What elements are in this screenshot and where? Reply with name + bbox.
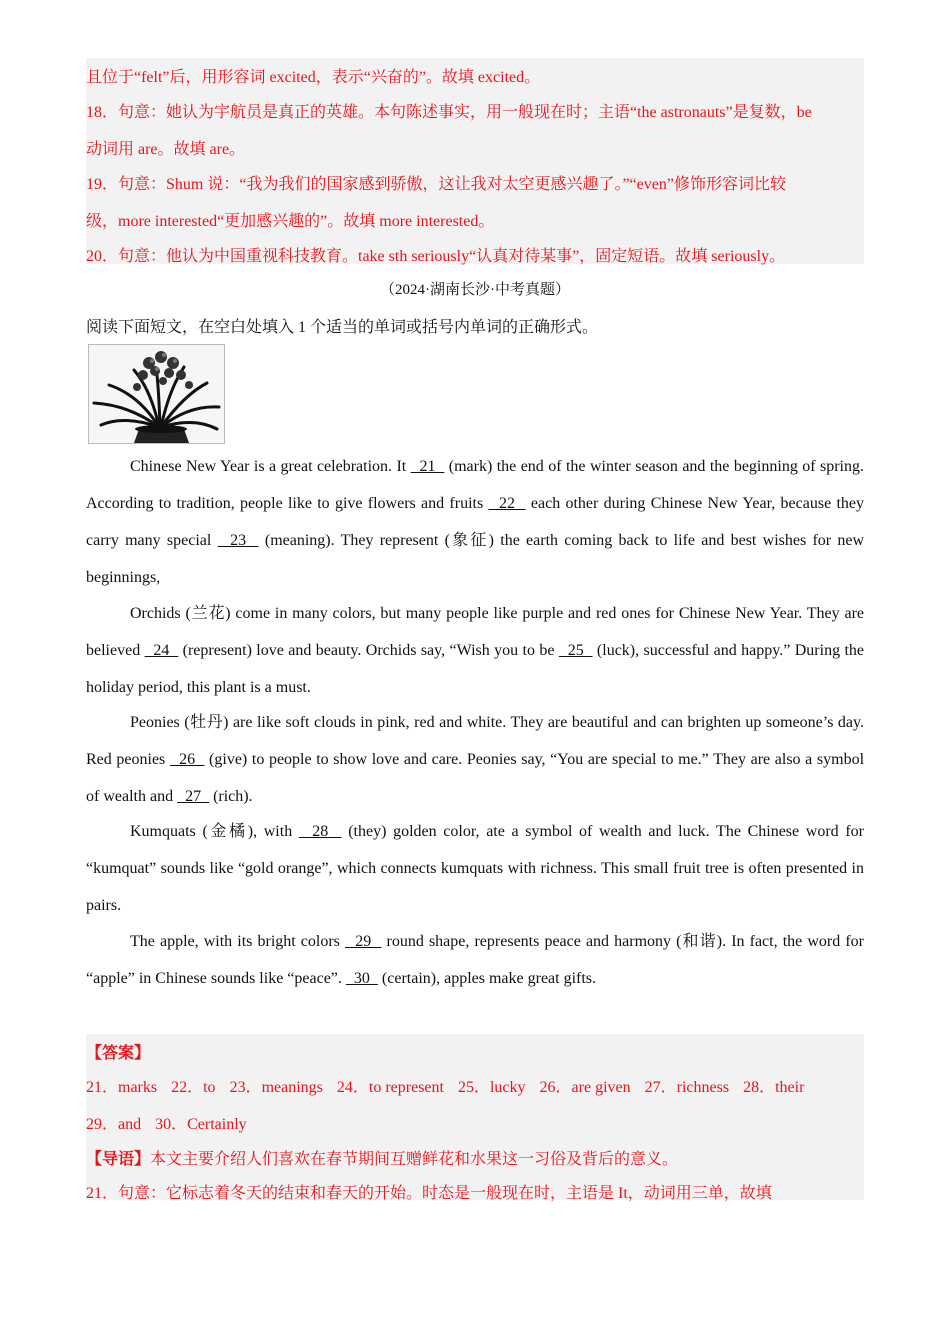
passage-text: round shape, represents peace and harmony (和谐). In fact, the word for “apple” in Chinese sounds like “peace”. bbox=[86, 933, 864, 987]
passage-text: (luck), successful and happy.” During the holiday period, this plant is a must. bbox=[86, 642, 865, 696]
answer-item: 23．meanings bbox=[229, 1079, 323, 1096]
answer-item: 26．are given bbox=[539, 1079, 631, 1096]
blank-27: 27 bbox=[177, 788, 210, 805]
guide-label: 【导语】 bbox=[86, 1151, 151, 1168]
answer-item: 21．marks bbox=[86, 1079, 158, 1096]
orchid-plant-image bbox=[88, 344, 225, 444]
source-label: （2024·湖南长沙·中考真题） bbox=[380, 282, 570, 298]
answer-block bbox=[86, 1034, 864, 1200]
explanation-line: 级，more interested“更加感兴趣的”。故填 more interested。 bbox=[86, 213, 495, 230]
passage-text: (give) to people to show love and care. Peonies say, “You are special to me.” They are also a symbol of wealth and bbox=[86, 751, 865, 805]
passage-text: Chinese New Year is a great celebration. It bbox=[130, 458, 411, 475]
blank-25: 25 bbox=[558, 642, 593, 659]
paragraph-1 bbox=[86, 448, 864, 596]
passage-text: (certain), apples make great gifts. bbox=[377, 970, 597, 987]
passage-text: (meaning). They represent (象征) the earth coming back to life and best wishes for new beginnings, bbox=[86, 532, 865, 586]
top-explanation-block bbox=[86, 58, 864, 264]
blank-29: 29 bbox=[345, 933, 382, 950]
explanation-line: 且位于“felt”后，用形容词 excited，表示“兴奋的”。故填 excited。 bbox=[86, 69, 541, 86]
explanation-line: 20．句意：他认为中国重视科技教育。take sth seriously“认真对待某事”，固定短语。故填 seriously。 bbox=[86, 248, 786, 265]
explanation-line: 19．句意：Shum 说：“我为我们的国家感到骄傲，这让我对太空更感兴趣了。”“even”修饰形容词比较 bbox=[86, 176, 786, 193]
passage-text: Kumquats (金橘), with bbox=[130, 823, 299, 840]
passage-text: each other during Chinese New Year, because they carry many special bbox=[86, 495, 865, 549]
answer-item: 30．Certainly bbox=[155, 1116, 247, 1133]
paragraph-5 bbox=[86, 923, 864, 997]
answers-row-1 bbox=[86, 1074, 818, 1097]
explanation-line: 18．句意：她认为宇航员是真正的英雄。本句陈述事实，用一般现在时；主语“the astronauts”是复数，be bbox=[86, 104, 812, 121]
answer-item: 22．to bbox=[171, 1079, 216, 1096]
blank-30: 30 bbox=[345, 970, 378, 987]
instruction-text: 阅读下面短文，在空白处填入 1 个适当的单词或括号内单词的正确形式。 bbox=[86, 319, 599, 336]
answer-item: 28．their bbox=[743, 1079, 805, 1096]
guide-line bbox=[86, 1146, 678, 1169]
passage-text: (represent) love and beauty. Orchids say, “Wish you to be bbox=[178, 642, 559, 659]
explanation-21: 21．句意：它标志着冬天的结束和春天的开始。时态是一般现在时，主语是 It，动词用三单，故填 bbox=[86, 1185, 772, 1202]
guide-text: 本文主要介绍人们喜欢在春节期间互赠鲜花和水果这一习俗及背后的意义。 bbox=[150, 1151, 679, 1168]
blank-26: 26 bbox=[169, 751, 205, 768]
paragraph-3 bbox=[86, 704, 864, 815]
answer-item: 27．richness bbox=[644, 1079, 730, 1096]
blank-24: 24 bbox=[144, 642, 179, 659]
blank-22: 22 bbox=[488, 495, 526, 512]
blank-23: 23 bbox=[217, 532, 259, 549]
answer-item: 24．to represent bbox=[336, 1079, 444, 1096]
blank-21: 21 bbox=[410, 458, 445, 475]
answers-row-2 bbox=[86, 1111, 261, 1134]
passage-text: (they) golden color, ate a symbol of wealth and luck. The Chinese word for “kumquat” sounds like “gold orange”, which connects kumquats with richness. This small fruit tree is often presented in pairs. bbox=[86, 823, 865, 914]
answer-label: 【答案】 bbox=[86, 1045, 151, 1062]
passage-text: (mark) the end of the winter season and the beginning of spring. According to tradition, people like to give flowers and fruits bbox=[86, 458, 864, 512]
passage-text: The apple, with its bright colors bbox=[130, 933, 346, 950]
explanation-line: 动词用 are。故填 are。 bbox=[86, 141, 246, 158]
passage-text: (rich). bbox=[209, 788, 253, 805]
blank-28: 28 bbox=[298, 823, 342, 840]
answer-item: 25．lucky bbox=[457, 1079, 526, 1096]
paragraph-2 bbox=[86, 595, 864, 706]
answer-item: 29．and bbox=[86, 1116, 142, 1133]
paragraph-4 bbox=[86, 813, 864, 924]
passage-text: Orchids (兰花) come in many colors, but many people like purple and red ones for Chinese New Year. They are believed bbox=[86, 605, 864, 659]
passage-text: Peonies (牡丹) are like soft clouds in pink, red and white. They are beautiful and can brighten up someone’s day. Red peonies bbox=[86, 714, 864, 768]
